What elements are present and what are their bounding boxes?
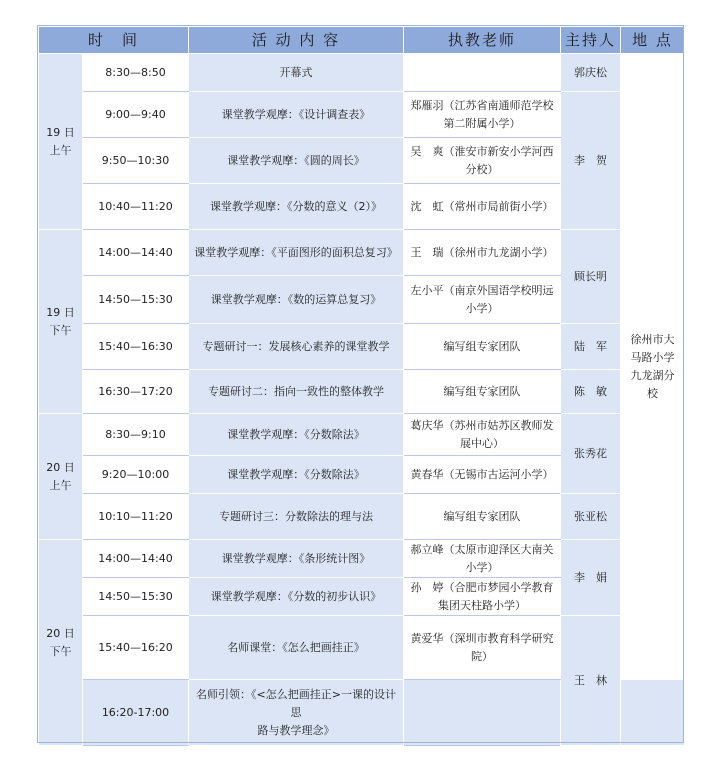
table-row (39, 230, 685, 276)
teacher-cell (404, 616, 561, 680)
header-teacher: 执教老师 (404, 27, 561, 54)
location-cell-empty (621, 680, 685, 746)
time-cell: 10:40—11:20 (83, 184, 189, 230)
teacher-cell (404, 92, 561, 138)
activity-cell (189, 184, 404, 230)
teacher-line: 沈 虹（常州市局前街小学） (410, 199, 554, 213)
teacher-cell (404, 414, 561, 456)
header-activity: 活 动 内 容 (189, 27, 404, 54)
activity-cell (189, 324, 404, 370)
host-cell: 张秀花 (561, 414, 621, 494)
activity-line: 课堂教学观摩：《分数除法》 (227, 467, 365, 481)
teacher-line: 小学） (465, 301, 499, 315)
activity-line: 课堂教学观摩：《分数除法》 (227, 427, 365, 441)
host-cell: 李 娟 (561, 540, 621, 616)
teacher-cell (404, 680, 561, 746)
location-line: 马路小学 (630, 350, 675, 364)
time-cell: 16:30—17:20 (83, 370, 189, 414)
host-cell: 郭庆松 (561, 54, 621, 92)
activity-cell (189, 540, 404, 578)
header-location: 地 点 (621, 27, 685, 54)
activity-line: 专题研讨二：指向一致性的整体教学 (208, 384, 385, 398)
teacher-line: 小学） (465, 560, 499, 574)
table-row (39, 92, 685, 138)
teacher-cell (404, 456, 561, 494)
teacher-cell (404, 578, 561, 616)
activity-line: 路与教学理念》 (257, 723, 335, 737)
teacher-cell (404, 540, 561, 578)
activity-cell (189, 414, 404, 456)
day-cell-20-pm (39, 540, 83, 746)
time-cell: 10:10—11:20 (83, 494, 189, 540)
time-cell: 9:20—10:00 (83, 456, 189, 494)
location-line: 徐州市大 (630, 332, 675, 346)
activity-cell (189, 494, 404, 540)
table-row (39, 616, 685, 680)
schedule-table (38, 26, 685, 746)
activity-cell (189, 370, 404, 414)
teacher-cell (404, 184, 561, 230)
activity-cell (189, 456, 404, 494)
time-cell: 14:50—15:30 (83, 276, 189, 324)
activity-line: 课堂教学观摩：《分数的初步认识》 (210, 589, 382, 603)
teacher-line: 第二附属小学） (443, 116, 521, 130)
time-cell: 9:00—9:40 (83, 92, 189, 138)
teacher-line: 葛庆华（苏州市姑苏区教师发 (410, 418, 554, 432)
time-cell: 15:40—16:30 (83, 324, 189, 370)
day-label: 20 日 (46, 626, 75, 640)
table-row (39, 540, 685, 578)
activity-cell (189, 276, 404, 324)
day-label: 19 日 (46, 125, 75, 139)
teacher-line: 编写组专家团队 (443, 509, 521, 523)
teacher-line: 郑雁羽（江苏省南通师范学校 (410, 98, 554, 112)
activity-line: 名师课堂：《怎么把画挂正》 (227, 640, 365, 654)
teacher-cell (404, 370, 561, 414)
location-cell (621, 54, 685, 680)
teacher-cell (404, 494, 561, 540)
teacher-line: 吴 爽（淮安市新安小学河西 (410, 144, 554, 158)
activity-cell (189, 54, 404, 92)
teacher-line: 集团天柱路小学） (438, 598, 527, 612)
activity-cell (189, 92, 404, 138)
host-cell: 陈 敏 (561, 370, 621, 414)
activity-cell (189, 680, 404, 746)
host-cell: 顾长明 (561, 230, 621, 324)
period-label: 上午 (49, 143, 72, 157)
header-host: 主持人 (561, 27, 621, 54)
host-cell: 张亚松 (561, 494, 621, 540)
table-row (39, 414, 685, 456)
time-cell: 8:30—9:10 (83, 414, 189, 456)
time-cell: 15:40—16:20 (83, 616, 189, 680)
host-cell: 李 贺 (561, 92, 621, 230)
activity-line: 专题研讨一：发展核心素养的课堂教学 (202, 339, 390, 353)
teacher-cell (404, 230, 561, 276)
teacher-line: 黄爱华（深圳市教育科学研究 (410, 631, 554, 645)
teacher-cell (404, 54, 561, 92)
teacher-line: 展中心） (460, 436, 505, 450)
location-line: 九龙湖分 (630, 368, 675, 382)
table-row (39, 370, 685, 414)
activity-cell (189, 578, 404, 616)
period-label: 下午 (49, 644, 72, 658)
teacher-line: 分校） (465, 162, 499, 176)
table-row (39, 324, 685, 370)
activity-line: 名师引领：《<怎么把画挂正>一课的设计思 (196, 687, 396, 719)
teacher-cell (404, 138, 561, 184)
teacher-line: 孙 婷（合肥市梦园小学教育 (410, 580, 554, 594)
activity-line: 开幕式 (279, 65, 313, 79)
period-label: 下午 (49, 323, 72, 337)
teacher-cell (404, 324, 561, 370)
teacher-cell (404, 276, 561, 324)
activity-line: 课堂教学观摩：《圆的周长》 (227, 153, 365, 167)
period-label: 上午 (49, 478, 72, 492)
teacher-line: 编写组专家团队 (443, 339, 521, 353)
day-label: 20 日 (46, 460, 75, 474)
activity-line: 课堂教学观摩：《数的运算总复习》 (210, 292, 382, 306)
time-cell: 14:00—14:40 (83, 540, 189, 578)
activity-line: 课堂教学观摩：《分数的意义（2）》 (210, 199, 383, 213)
location-line: 校 (647, 386, 659, 400)
time-cell: 8:30—8:50 (83, 54, 189, 92)
day-cell-19-am (39, 54, 83, 230)
teacher-line: 左小平（南京外国语学校明远 (410, 283, 554, 297)
teacher-line: 郝立峰（太原市迎泽区大南关 (410, 542, 554, 556)
host-cell: 王 林 (561, 616, 621, 746)
activity-line: 课堂教学观摩：《设计调查表》 (221, 107, 371, 121)
activity-cell (189, 616, 404, 680)
activity-cell (189, 138, 404, 184)
host-cell: 陆 军 (561, 324, 621, 370)
time-cell: 14:00—14:40 (83, 230, 189, 276)
day-cell-19-pm (39, 230, 83, 414)
activity-cell (189, 230, 404, 276)
teacher-line: 王 瑞（徐州市九龙湖小学） (410, 245, 554, 259)
activity-line: 课堂教学观摩：《条形统计图》 (221, 551, 371, 565)
header-time: 时 间 (39, 27, 189, 54)
teacher-line: 编写组专家团队 (443, 384, 521, 398)
header-row (39, 27, 685, 54)
day-label: 19 日 (46, 305, 75, 319)
activity-line: 专题研讨三：分数除法的理与法 (219, 509, 374, 523)
activity-line: 课堂教学观摩：《平面图形的面积总复习》 (194, 245, 398, 259)
day-cell-20-am (39, 414, 83, 540)
teacher-line: 黄春华（无锡市古运河小学） (410, 467, 554, 481)
teacher-line: 院） (471, 649, 494, 663)
time-cell: 14:50—15:30 (83, 578, 189, 616)
table-row (39, 494, 685, 540)
time-cell: 9:50—10:30 (83, 138, 189, 184)
time-cell: 16:20-17:00 (83, 680, 189, 746)
table-row (39, 54, 685, 92)
